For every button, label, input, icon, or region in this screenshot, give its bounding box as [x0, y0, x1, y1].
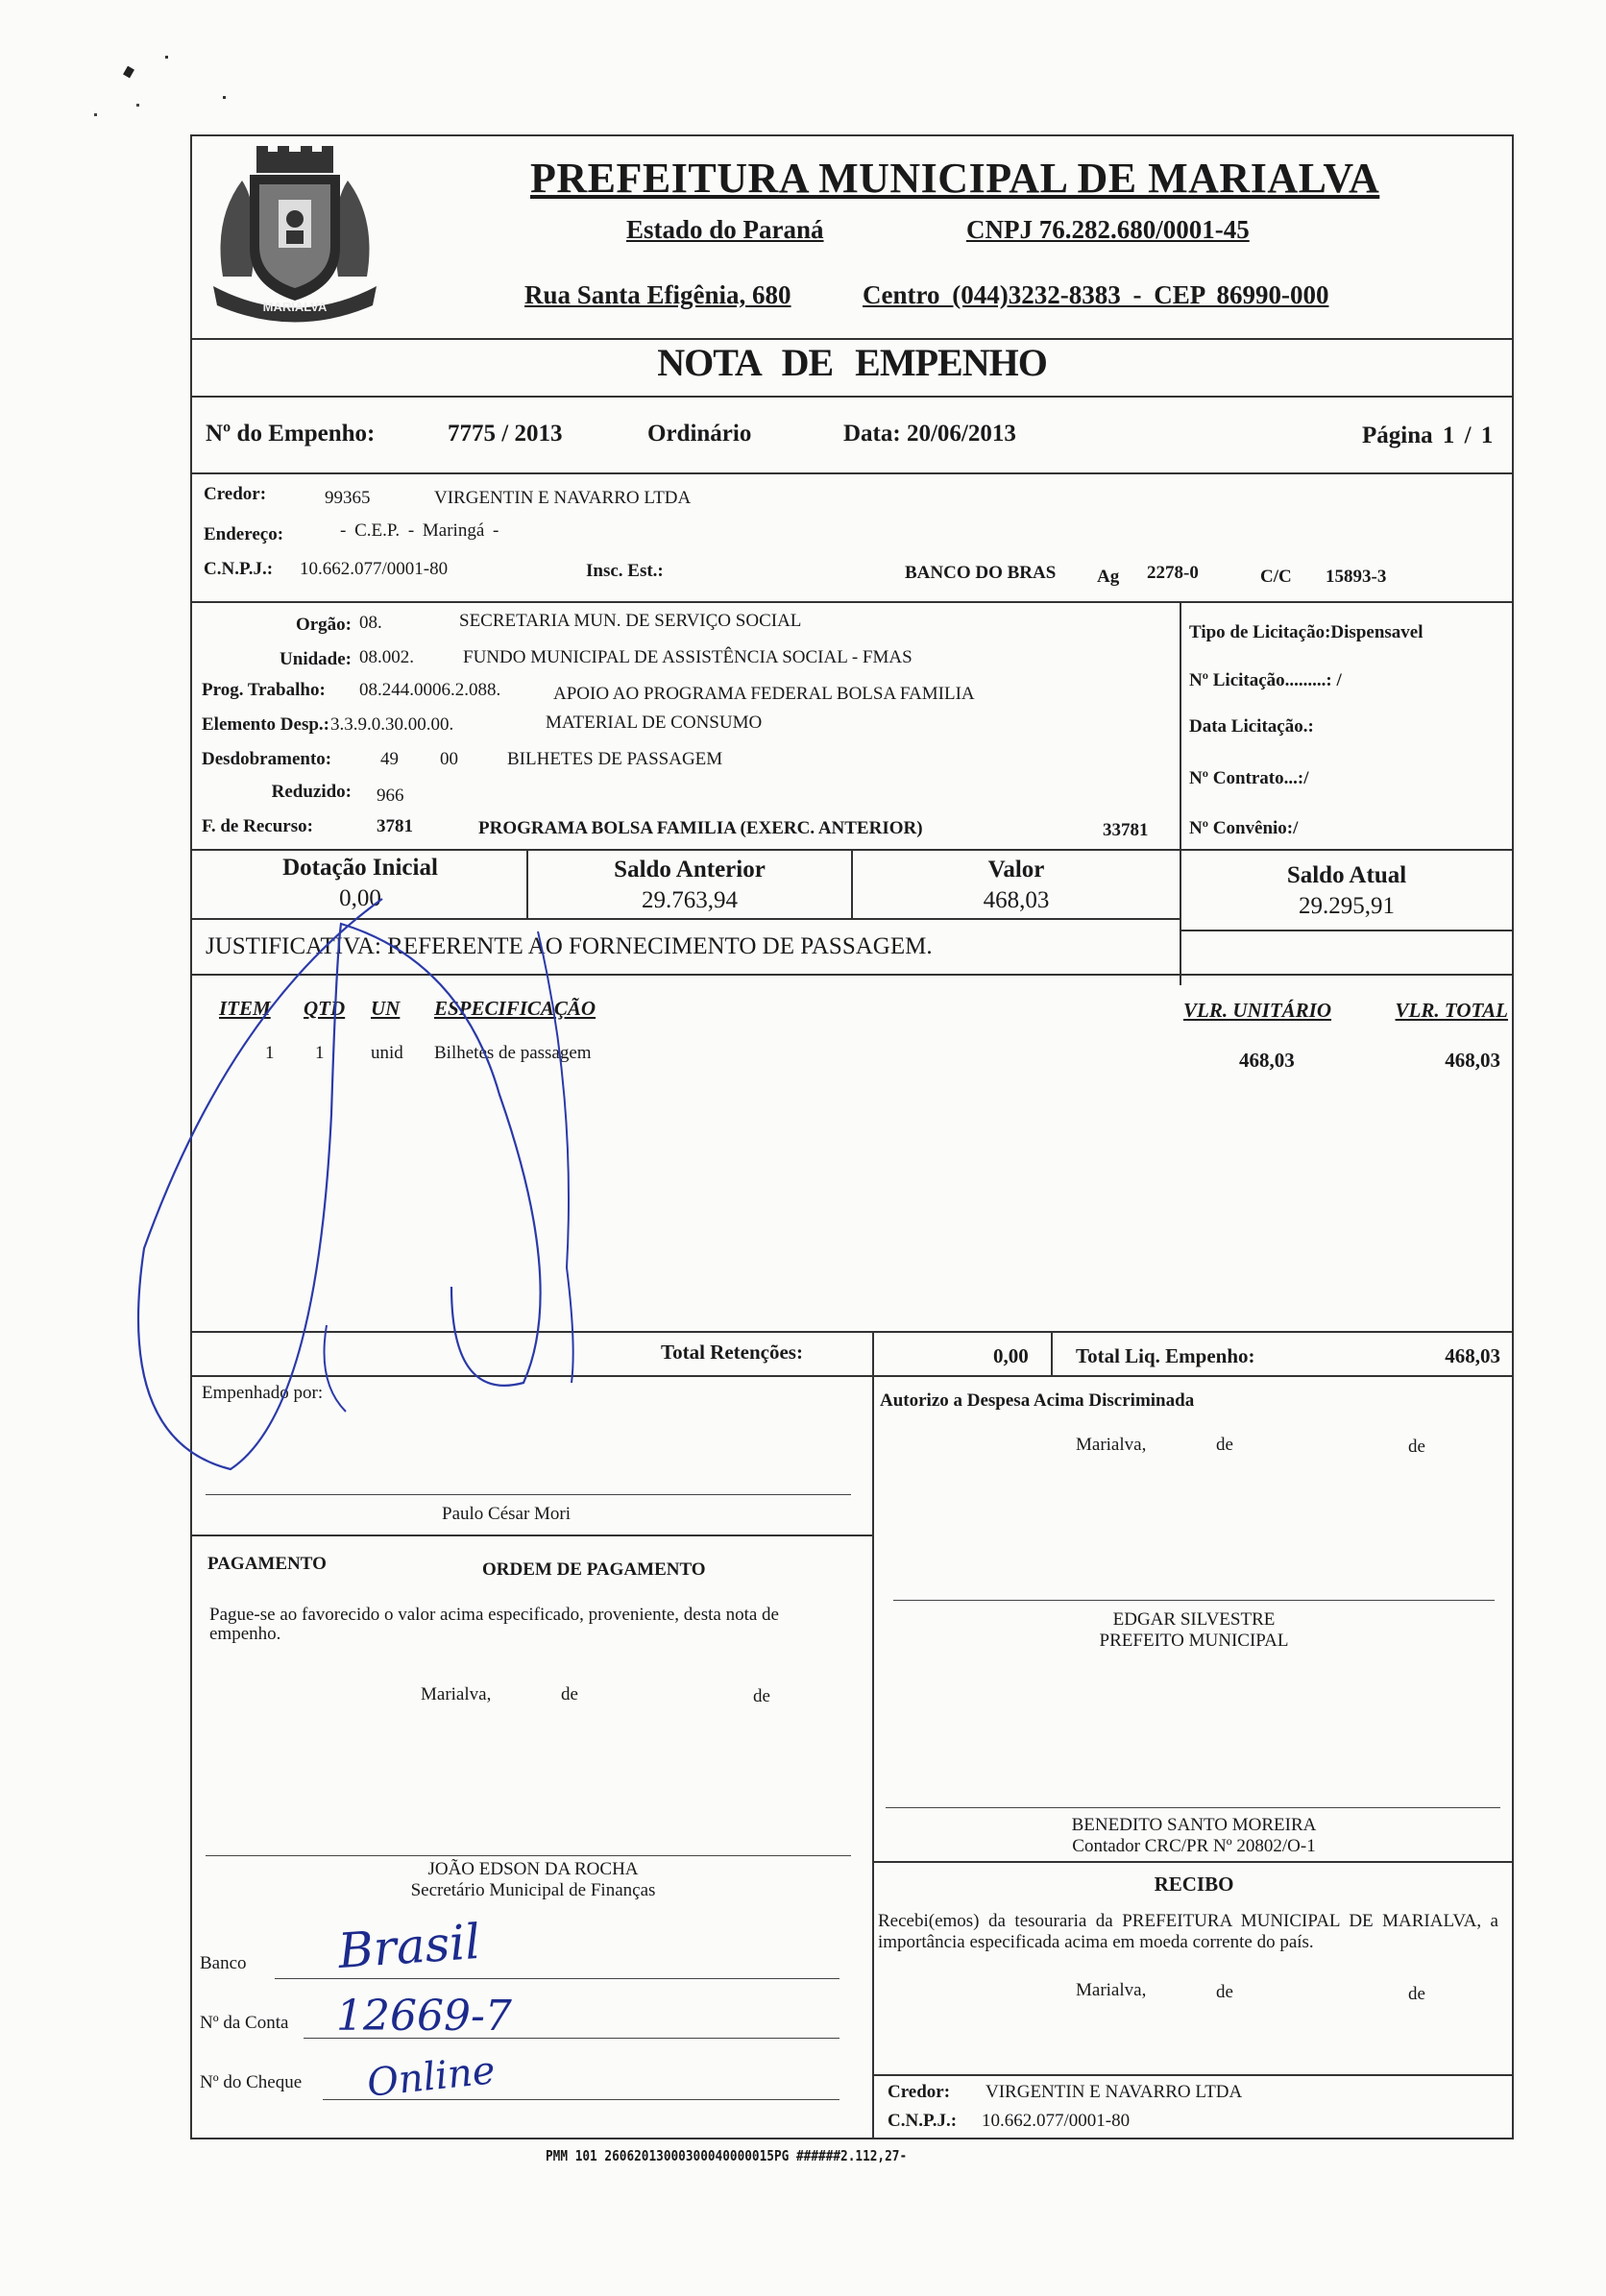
total-liq: 468,03: [1445, 1344, 1500, 1367]
contato-prefeitura: Centro (044)3232-8383 - CEP 86990-000: [863, 280, 1329, 309]
elemento: MATERIAL DE CONSUMO: [546, 713, 763, 733]
reduzido: 966: [377, 785, 404, 806]
footer-code: PMM 101 26062013000300040000015PG ######2.112,27-: [546, 2147, 908, 2164]
recibo-de2: de: [1408, 1984, 1425, 2004]
col-especificacao: ESPECIFICAÇÃO: [434, 997, 596, 1020]
recurso-num: 33781: [1103, 820, 1149, 840]
secretario-nome: JOÃO EDSON DA ROCHA: [427, 1859, 639, 1879]
numero-contrato: Nº Contrato...:/: [1189, 768, 1309, 788]
recurso-cod: 3781: [377, 816, 413, 836]
col-vlr-unitario: VLR. UNITÁRIO: [1183, 999, 1332, 1022]
cnpj-prefeitura: CNPJ 76.282.680/0001-45: [966, 215, 1250, 244]
prefeitura-title: PREFEITURA MUNICIPAL DE MARIALVA: [530, 155, 1380, 202]
cheque-manuscrito: Online: [364, 2048, 498, 2106]
estado-label: Estado do Paraná: [626, 215, 824, 244]
orgao-label: Orgão:: [295, 615, 352, 635]
prog: APOIO AO PROGRAMA FEDERAL BOLSA FAMILIA: [553, 684, 975, 704]
item-un: unid: [371, 1043, 403, 1063]
autorizo-de2: de: [1408, 1437, 1425, 1457]
empenho-data: Data: 20/06/2013: [843, 421, 1016, 447]
prog-label: Prog. Trabalho:: [202, 680, 326, 700]
col-vlr-total: VLR. TOTAL: [1395, 999, 1508, 1022]
unidade-label: Unidade:: [280, 649, 352, 669]
item-vlr-unitario: 468,03: [1239, 1049, 1295, 1072]
pagamento-de2: de: [753, 1686, 770, 1706]
reduzido-label: Reduzido:: [271, 782, 352, 802]
recibo-cnpj-label: C.N.P.J.:: [888, 2111, 958, 2131]
endereco-label: Endereço:: [204, 524, 284, 544]
prog-cod: 08.244.0006.2.088.: [359, 680, 501, 700]
conta-manuscrito: 12669-7: [336, 1992, 512, 2041]
recibo-de1: de: [1216, 1982, 1233, 2002]
numero-licitacao: Nº Licitação.........: /: [1189, 670, 1342, 690]
recurso: PROGRAMA BOLSA FAMILIA (EXERC. ANTERIOR): [478, 818, 923, 838]
unidade-cod: 08.002.: [359, 647, 414, 667]
recibo-texto: Recebi(emos) da tesouraria da PREFEITURA MUNICIPAL DE MARIALVA, a importância especificada acima em moeda corrente do país.: [878, 1911, 1498, 1952]
autorizo-local: Marialva,: [1076, 1435, 1147, 1455]
recibo-local: Marialva,: [1076, 1980, 1147, 2000]
secretario-cargo: Secretário Municipal de Finanças: [410, 1880, 656, 1900]
prefeito-nome: EDGAR SILVESTRE: [1112, 1609, 1276, 1630]
elemento-cod: 3.3.9.0.30.00.00.: [330, 714, 454, 735]
numero-convenio: Nº Convênio:/: [1189, 818, 1299, 838]
conta-corrente: 15893-3: [1326, 567, 1387, 587]
unidade: FUNDO MUNICIPAL DE ASSISTÊNCIA SOCIAL - FMAS: [463, 647, 912, 667]
desdobramento-cod1: 49: [380, 749, 399, 769]
dotacao-label: Dotação Inicial: [282, 855, 438, 881]
banco-label: Banco: [200, 1953, 247, 1973]
credor-label: Credor:: [204, 484, 267, 504]
pen-line-stroke: [538, 931, 573, 1383]
elemento-label: Elemento Desp.:: [202, 714, 329, 735]
item-numero: 1: [265, 1043, 275, 1063]
recurso-label: F. de Recurso:: [202, 816, 313, 836]
ordem-pagamento-label: ORDEM DE PAGAMENTO: [482, 1559, 706, 1580]
svg-text:MARIALVA: MARIALVA: [262, 300, 328, 314]
prefeito-cargo: PREFEITO MUNICIPAL: [1099, 1631, 1289, 1651]
total-retencoes: 0,00: [993, 1344, 1029, 1367]
credor-codigo: 99365: [325, 488, 371, 508]
valor-label: Valor: [987, 857, 1045, 882]
desdobramento-label: Desdobramento:: [202, 749, 332, 769]
desdobramento-cod2: 00: [440, 749, 458, 769]
col-un: UN: [371, 997, 401, 1020]
tipo-licitacao: Tipo de Licitação:Dispensavel: [1189, 622, 1424, 642]
empenhado-label: Empenhado por:: [202, 1383, 324, 1403]
item-qtd: 1: [315, 1043, 325, 1063]
insc-est-label: Insc. Est.:: [586, 561, 664, 581]
empenho-tipo: Ordinário: [647, 421, 752, 447]
data-licitacao: Data Licitação.:: [1189, 716, 1314, 737]
empenho-numero: 7775 / 2013: [448, 421, 563, 447]
orgao-cod: 08.: [359, 613, 382, 633]
contador-crc: Contador CRC/PR Nº 20802/O-1: [1072, 1836, 1316, 1856]
empenho-label: Nº do Empenho:: [206, 421, 376, 447]
credor-cnpj: 10.662.077/0001-80: [300, 559, 449, 579]
col-item: ITEM: [219, 997, 271, 1020]
agencia-label: Ag: [1097, 567, 1120, 587]
desdobramento: BILHETES DE PASSAGEM: [507, 749, 723, 769]
saldo-atual: 29.295,91: [1299, 893, 1395, 919]
credor-endereco: - C.E.P. - Maringá -: [340, 520, 499, 541]
empenho-pagina: Página 1 / 1: [1362, 423, 1494, 448]
item-vlr-total: 468,03: [1445, 1049, 1500, 1072]
empenhado-nome: Paulo César Mori: [442, 1504, 572, 1524]
col-qtd: QTD: [304, 997, 346, 1020]
orgao: SECRETARIA MUN. DE SERVIÇO SOCIAL: [459, 611, 802, 631]
dotacao-valor: 0,00: [339, 885, 381, 911]
total-liq-label: Total Liq. Empenho:: [1076, 1344, 1255, 1367]
credor-nome: VIRGENTIN E NAVARRO LTDA: [434, 488, 692, 508]
justificativa: JUSTIFICATIVA: REFERENTE AO FORNECIMENTO DE PASSAGEM.: [206, 933, 933, 959]
autorizo-label: Autorizo a Despesa Acima Discriminada: [880, 1390, 1195, 1411]
recibo-cnpj: 10.662.077/0001-80: [982, 2111, 1131, 2131]
recibo-credor: VIRGENTIN E NAVARRO LTDA: [986, 2082, 1243, 2102]
pen-swoosh-stroke: [325, 1325, 347, 1412]
pagamento-local: Marialva,: [421, 1684, 492, 1704]
recibo-label: RECIBO: [1154, 1873, 1234, 1896]
saldo-anterior-label: Saldo Anterior: [614, 857, 766, 882]
saldo-atual-label: Saldo Atual: [1286, 862, 1407, 888]
autorizo-de1: de: [1216, 1435, 1233, 1455]
banco-manuscrito: Brasil: [336, 1913, 482, 1980]
doc-title: NOTA DE EMPENHO: [657, 341, 1047, 384]
conta-label: Nº da Conta: [200, 2013, 289, 2033]
pagamento-texto: Pague-se ao favorecido o valor acima especificado, proveniente, desta nota de empenho.: [209, 1605, 779, 1644]
agencia: 2278-0: [1147, 563, 1199, 583]
total-retencoes-label: Total Retenções:: [661, 1341, 803, 1364]
cc-label: C/C: [1260, 567, 1292, 587]
pagamento-de1: de: [561, 1684, 578, 1704]
endereco-prefeitura: Rua Santa Efigênia, 680: [524, 280, 791, 309]
cheque-label: Nº do Cheque: [200, 2072, 303, 2092]
saldo-anterior: 29.763,94: [642, 887, 738, 913]
pen-loop-stroke: [138, 899, 541, 1469]
valor: 468,03: [983, 887, 1050, 913]
recibo-credor-label: Credor:: [888, 2082, 951, 2102]
pagamento-label: PAGAMENTO: [207, 1554, 327, 1574]
contador-nome: BENEDITO SANTO MOREIRA: [1071, 1815, 1317, 1835]
item-especificacao: Bilhetes de passagem: [434, 1043, 592, 1063]
banco-nome: BANCO DO BRAS: [905, 563, 1057, 583]
credor-cnpj-label: C.N.P.J.:: [204, 559, 274, 579]
